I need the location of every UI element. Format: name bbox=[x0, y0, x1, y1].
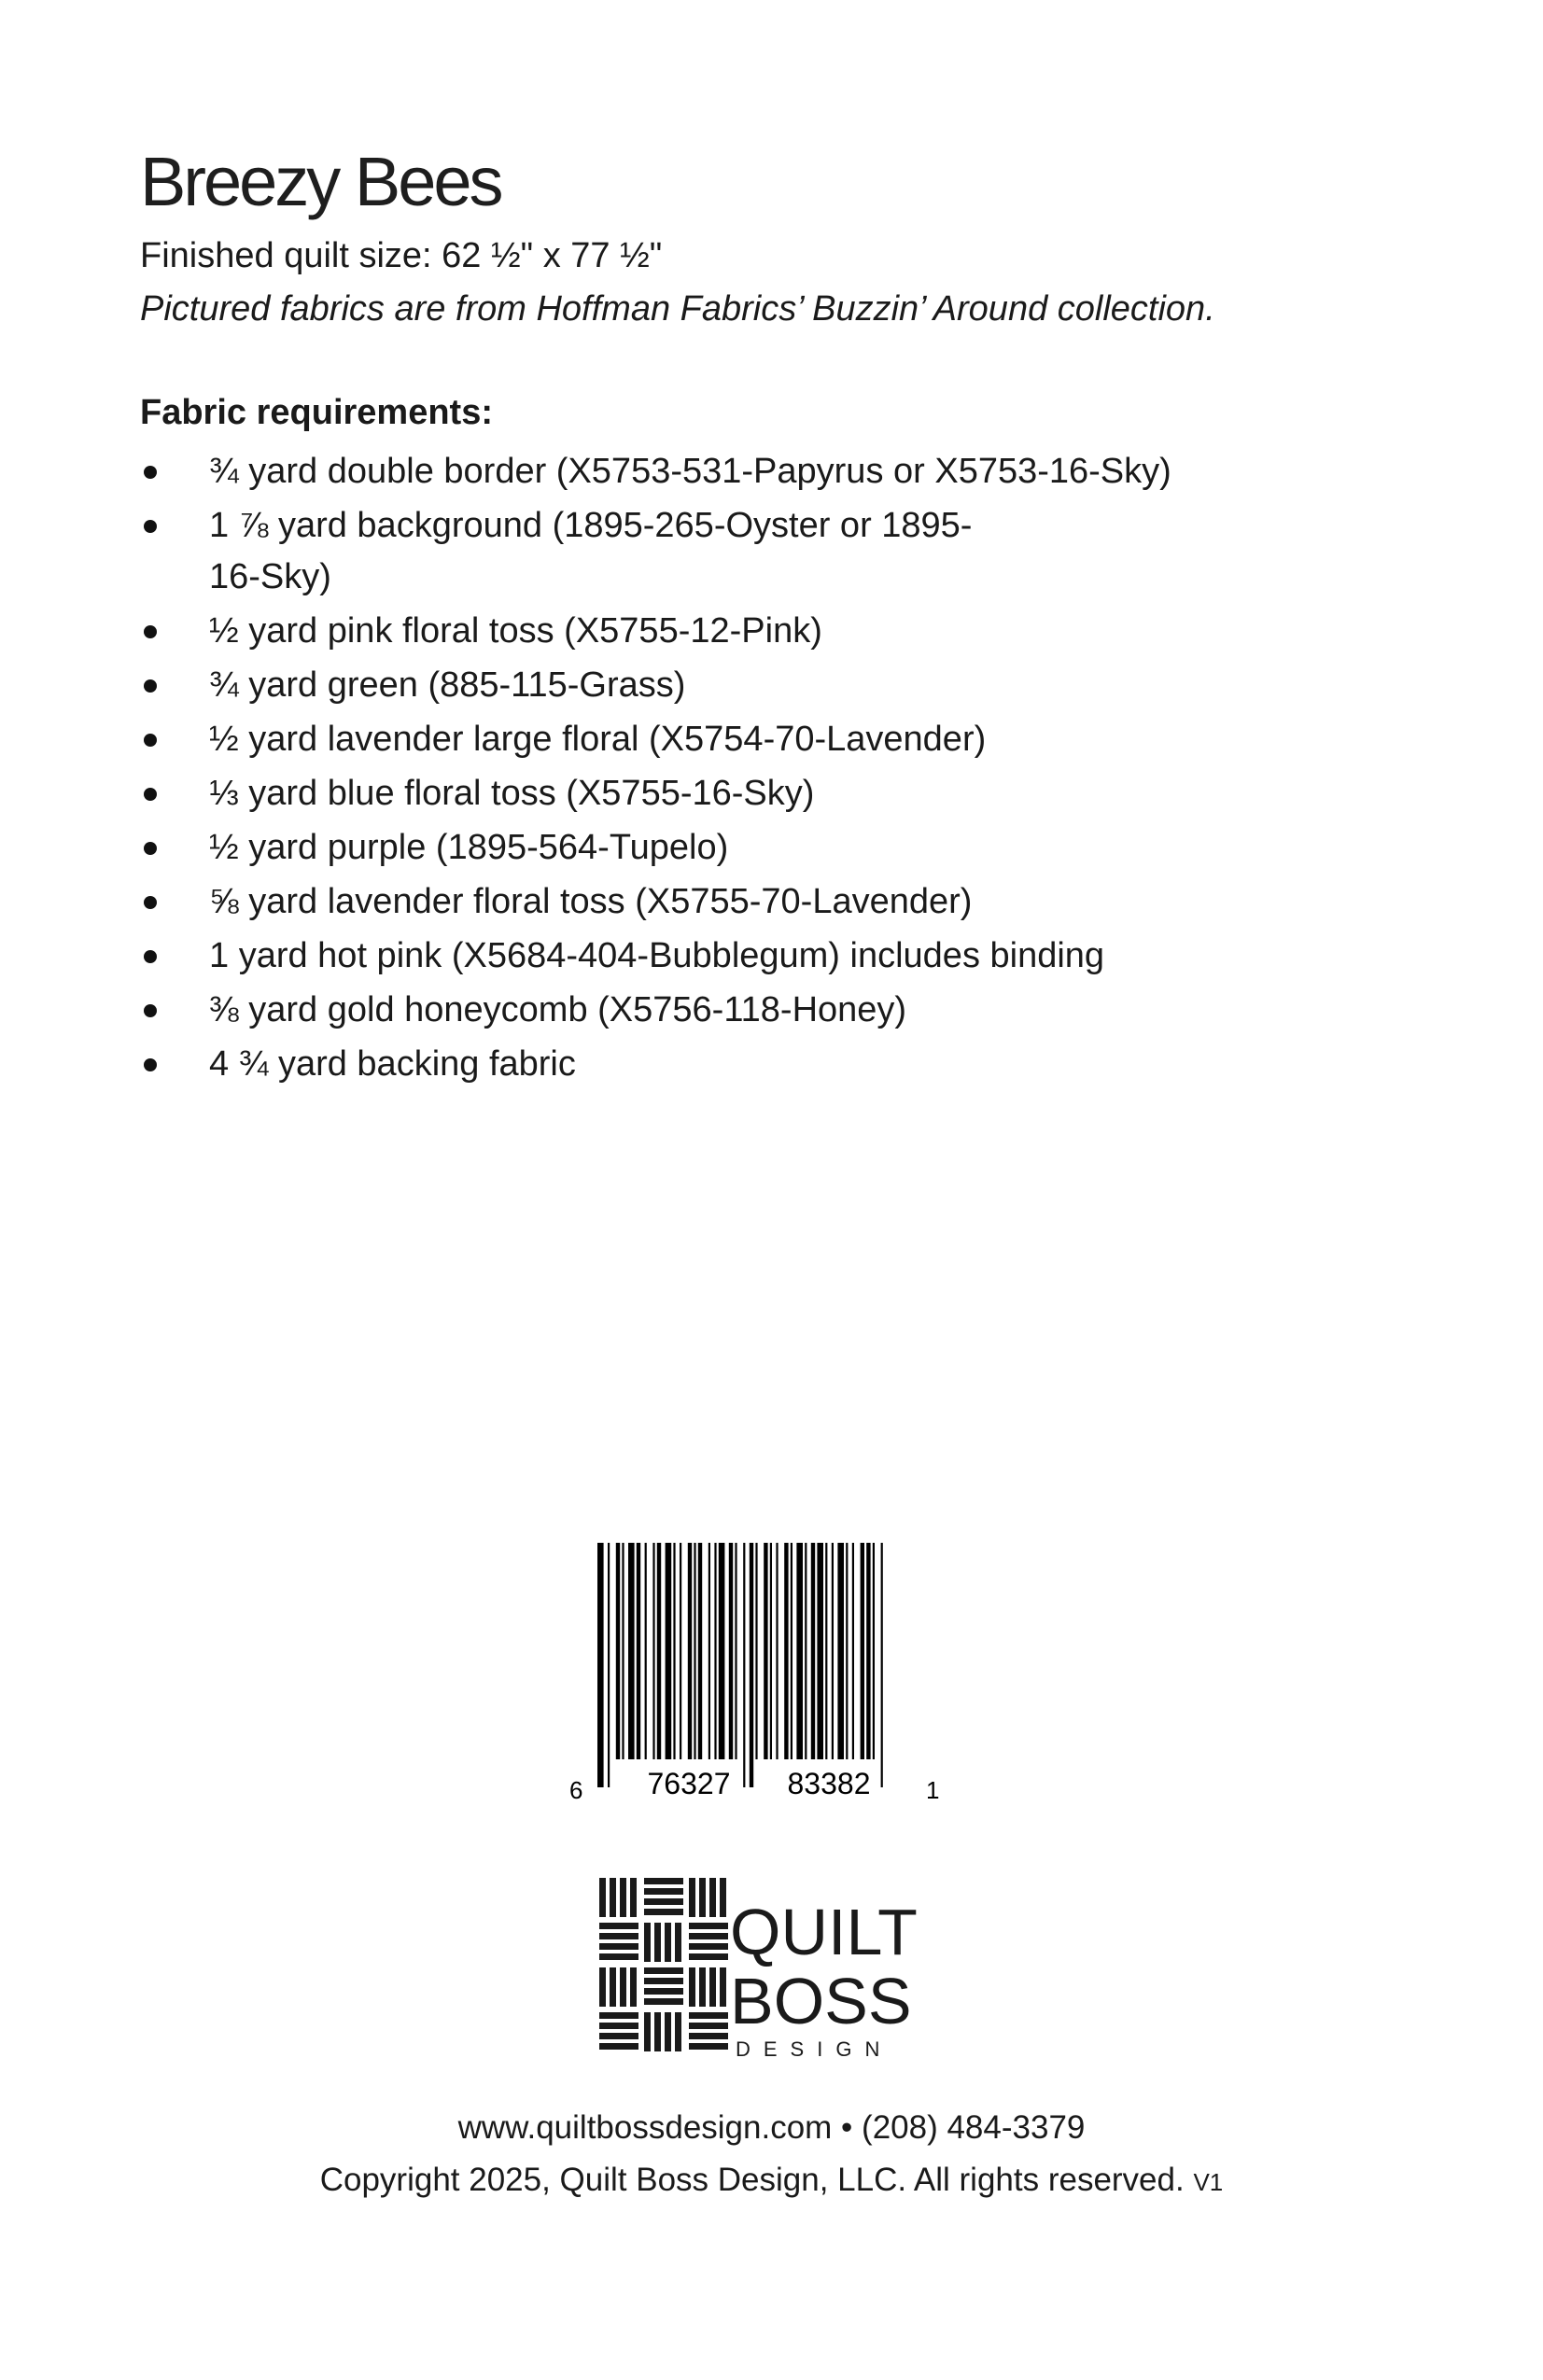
barcode-bar bbox=[719, 1543, 725, 1759]
logo-stripe bbox=[689, 1923, 728, 1929]
barcode-bar bbox=[784, 1543, 788, 1759]
bullet-icon bbox=[144, 896, 157, 909]
barcode-bar bbox=[811, 1543, 815, 1759]
bullet-icon bbox=[144, 788, 157, 801]
logo-stripe bbox=[689, 2012, 728, 2019]
logo-stripe bbox=[699, 1878, 706, 1917]
barcode-bar bbox=[608, 1543, 610, 1787]
copyright-line bbox=[0, 2163, 1543, 2196]
list-item-text: ⅜ yard gold honeycomb (X5756-118-Honey) bbox=[209, 990, 907, 1029]
logo-stripe bbox=[599, 2012, 638, 2019]
quilt-boss-logo bbox=[599, 1874, 954, 2061]
bullet-icon bbox=[144, 625, 157, 638]
logo-stripe bbox=[689, 1933, 728, 1939]
logo-stripe bbox=[720, 1878, 726, 1917]
list-item bbox=[140, 822, 1307, 874]
logo-stripe bbox=[644, 1988, 683, 1995]
barcode-bar bbox=[825, 1543, 827, 1759]
barcode-bar bbox=[673, 1543, 675, 1759]
list-item-text: ⅝ yard lavender floral toss (X5755-70-Lavender) bbox=[209, 882, 973, 921]
barcode-bar bbox=[837, 1543, 844, 1759]
barcode-bar bbox=[714, 1543, 716, 1759]
barcode-bar bbox=[764, 1543, 767, 1759]
logo-stripe bbox=[689, 1878, 695, 1917]
barcode-bar bbox=[735, 1543, 736, 1759]
logo-stripe bbox=[689, 2043, 728, 2050]
logo-word-boss: BOSS bbox=[730, 1965, 912, 2037]
barcode-bars bbox=[597, 1543, 883, 1787]
list-item-text: ½ yard purple (1895-564-Tupelo) bbox=[209, 828, 729, 867]
logo-stripe bbox=[644, 1898, 683, 1905]
list-item bbox=[140, 985, 1307, 1036]
barcode-right-digits: 83382 bbox=[787, 1767, 871, 1800]
requirements-heading: Fabric requirements: bbox=[140, 393, 493, 432]
list-item bbox=[140, 446, 1307, 497]
logo-stripe bbox=[630, 1967, 637, 2007]
logo-stripe bbox=[644, 1909, 683, 1915]
logo-stripe bbox=[644, 1888, 683, 1895]
logo-stripe bbox=[599, 1933, 638, 1939]
barcode-bar bbox=[729, 1543, 733, 1759]
barcode-bar bbox=[873, 1543, 875, 1759]
list-item bbox=[140, 931, 1307, 982]
bullet-icon bbox=[144, 466, 157, 479]
barcode-bar bbox=[866, 1543, 870, 1759]
pattern-title: Breezy Bees bbox=[140, 143, 501, 220]
barcode-bar bbox=[832, 1543, 834, 1759]
logo-stripe bbox=[720, 1967, 726, 2007]
barcode-bar bbox=[791, 1543, 793, 1759]
contact-line: www.quiltbossdesign.com • (208) 484-3379 bbox=[457, 2109, 1086, 2146]
list-item-text: ¾ yard double border (X5753-531-Papyrus or X5753-16-Sky) bbox=[209, 452, 1171, 491]
logo-stripe bbox=[599, 2043, 638, 2050]
barcode-bar bbox=[846, 1543, 848, 1759]
logo-stripe bbox=[675, 2012, 681, 2051]
logo-stripe bbox=[644, 1978, 683, 1984]
logo-stripe bbox=[689, 2033, 728, 2039]
list-item bbox=[140, 714, 1307, 765]
barcode-bar bbox=[645, 1543, 647, 1759]
barcode-bar bbox=[622, 1543, 624, 1759]
bullet-icon bbox=[144, 520, 157, 533]
barcode-bar bbox=[770, 1543, 772, 1759]
barcode-bar bbox=[743, 1543, 745, 1787]
logo-stripe bbox=[644, 2012, 651, 2051]
logo-stripe bbox=[665, 1923, 671, 1962]
barcode-lead-digit: 6 bbox=[569, 1776, 583, 1804]
barcode-bar bbox=[666, 1543, 672, 1759]
list-item bbox=[140, 606, 1307, 657]
logo-stripe bbox=[620, 1967, 626, 2007]
barcode-bar bbox=[861, 1543, 864, 1759]
logo-stripe bbox=[599, 1967, 606, 2007]
fabric-requirements-list bbox=[140, 446, 1307, 1093]
barcode-bar bbox=[657, 1543, 661, 1759]
list-item-text: ½ yard lavender large floral (X5754-70-Lavender) bbox=[209, 720, 987, 759]
logo-stripe bbox=[689, 2023, 728, 2029]
logo-block-icon bbox=[599, 1878, 728, 2051]
list-item-text: ¾ yard green (885-115-Grass) bbox=[209, 665, 686, 705]
list-item-text: ½ yard pink floral toss (X5755-12-Pink) bbox=[209, 611, 822, 651]
barcode-bar bbox=[680, 1543, 681, 1759]
barcode-bar bbox=[597, 1543, 604, 1787]
logo-stripe bbox=[644, 1998, 683, 2005]
logo-word-design: DESIGN bbox=[736, 2037, 893, 2061]
barcode-bar bbox=[628, 1543, 635, 1759]
barcode-bar bbox=[796, 1543, 803, 1759]
logo-stripe bbox=[630, 1878, 637, 1917]
barcode-bar bbox=[852, 1543, 854, 1759]
fabric-credit: Pictured fabrics are from Hoffman Fabrics’ Buzzin’ Around collection. bbox=[140, 289, 1215, 329]
barcode-bar bbox=[755, 1543, 757, 1759]
bullet-icon bbox=[144, 842, 157, 855]
logo-stripe bbox=[709, 1878, 716, 1917]
list-item-text: ⅓ yard blue floral toss (X5755-16-Sky) bbox=[209, 774, 815, 813]
barcode-bar bbox=[805, 1543, 807, 1759]
version-label: V1 bbox=[1193, 2168, 1224, 2196]
barcode-bar bbox=[881, 1543, 883, 1787]
barcode-check-digit: 1 bbox=[926, 1776, 940, 1804]
logo-stripe bbox=[599, 1878, 606, 1917]
upc-barcode bbox=[560, 1535, 952, 1806]
barcode-bar bbox=[750, 1543, 753, 1787]
list-item-text: 1 yard hot pink (X5684-404-Bubblegum) includes binding bbox=[209, 936, 1105, 975]
barcode-bar bbox=[776, 1543, 778, 1759]
barcode-bar bbox=[817, 1543, 823, 1759]
copyright-text: Copyright 2025, Quilt Boss Design, LLC. All rights reserved. bbox=[319, 2162, 1185, 2198]
bullet-icon bbox=[144, 734, 157, 747]
logo-stripe bbox=[644, 1967, 683, 1974]
logo-stripe bbox=[599, 2023, 638, 2029]
barcode-bar bbox=[694, 1543, 695, 1759]
barcode-bar bbox=[637, 1543, 640, 1759]
logo-stripe bbox=[610, 1967, 616, 2007]
list-item bbox=[140, 660, 1307, 711]
logo-stripe bbox=[689, 1953, 728, 1960]
logo-stripe bbox=[599, 1943, 638, 1950]
logo-stripe bbox=[644, 1878, 683, 1884]
logo-stripe bbox=[699, 1967, 706, 2007]
logo-word-quilt: QUILT bbox=[730, 1896, 918, 1968]
barcode-bar bbox=[616, 1543, 620, 1759]
barcode-bar bbox=[708, 1543, 710, 1759]
list-item-text: 1 ⅞ yard background (1895-265-Oyster or 1895-16-Sky) bbox=[209, 506, 973, 596]
logo-stripe bbox=[644, 1923, 651, 1962]
logo-stripe bbox=[689, 1967, 695, 2007]
bullet-icon bbox=[144, 1058, 157, 1071]
logo-stripe bbox=[709, 1967, 716, 2007]
list-item bbox=[140, 500, 1012, 603]
logo-stripe bbox=[610, 1878, 616, 1917]
barcode-bar bbox=[698, 1543, 702, 1759]
barcode-bar bbox=[688, 1543, 692, 1759]
logo-stripe bbox=[654, 1923, 661, 1962]
logo-stripe bbox=[620, 1878, 626, 1917]
logo-stripe bbox=[599, 2033, 638, 2039]
finished-size: Finished quilt size: 62 ½" x 77 ½" bbox=[140, 236, 663, 275]
logo-stripe bbox=[689, 1943, 728, 1950]
logo-stripe bbox=[599, 1953, 638, 1960]
list-item-text: 4 ¾ yard backing fabric bbox=[209, 1044, 576, 1084]
bullet-icon bbox=[144, 1004, 157, 1017]
list-item bbox=[140, 768, 1307, 819]
logo-stripe bbox=[654, 2012, 661, 2051]
barcode-bar bbox=[652, 1543, 654, 1759]
logo-stripe bbox=[599, 1923, 638, 1929]
bullet-icon bbox=[144, 950, 157, 963]
logo-stripe bbox=[675, 1923, 681, 1962]
list-item bbox=[140, 1039, 1307, 1090]
bullet-icon bbox=[144, 679, 157, 693]
barcode-left-digits: 76327 bbox=[647, 1767, 731, 1800]
list-item bbox=[140, 876, 1307, 928]
logo-stripe bbox=[665, 2012, 671, 2051]
